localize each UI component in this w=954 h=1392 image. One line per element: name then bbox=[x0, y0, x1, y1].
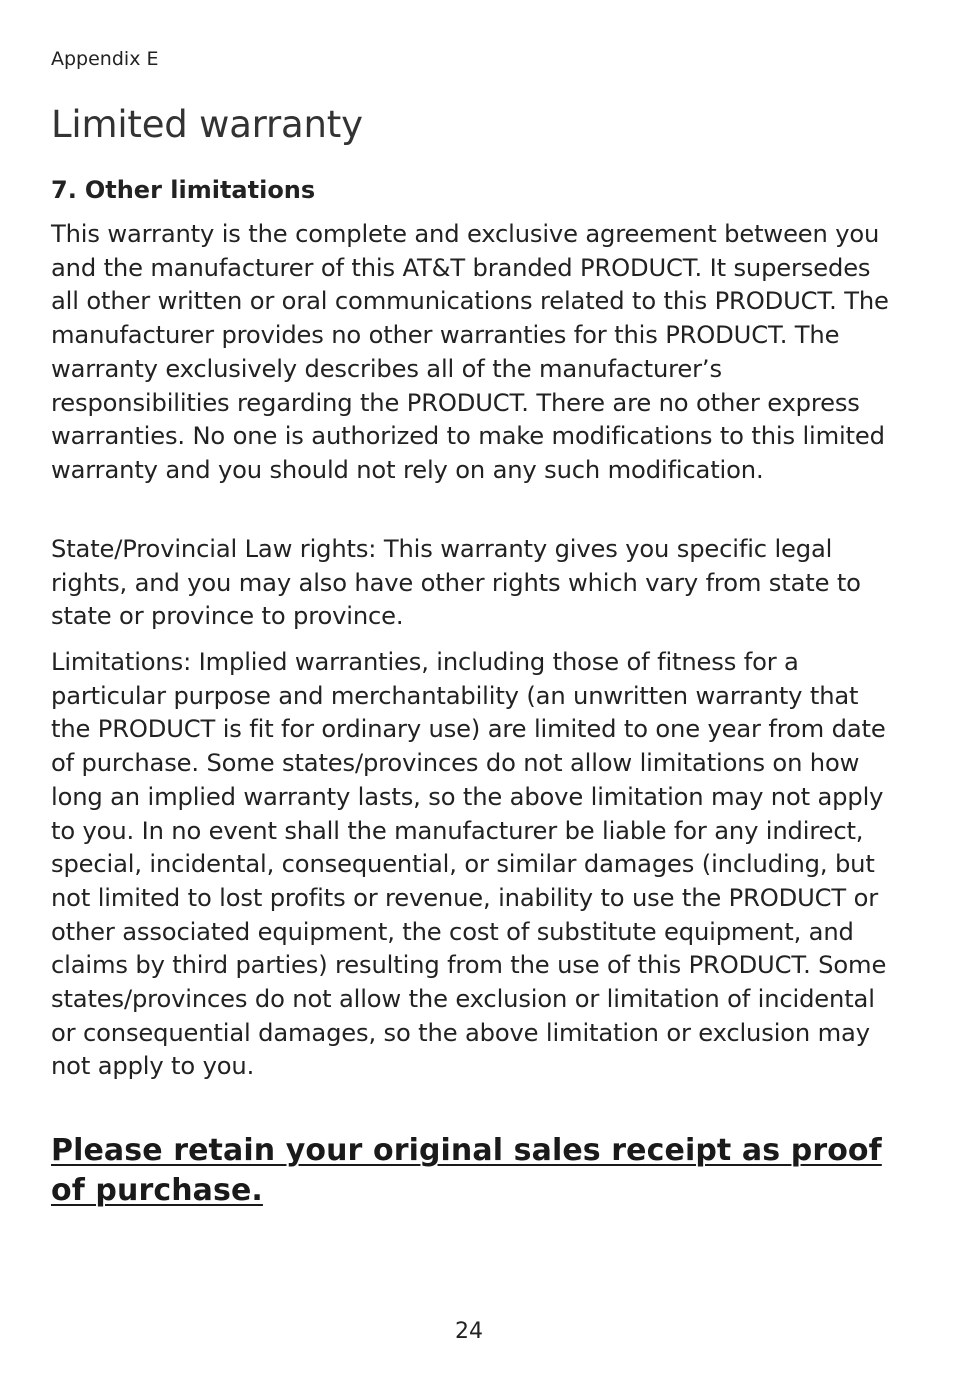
paragraph-limitations: Limitations: Implied warranties, including those of fitness for a particular purpose and merchantability (an unwritten warranty that the PRODUCT is fit for ordinary use) are limited to one year from date of purchase. Some states/provinces do not allow limitations on how long an implied warranty lasts, so the above limitation may not apply to you. In no event shall the manufacturer be liable for any indirect, special, incidental, consequential, or similar damages (including, but not limited to lost profits or revenue, inability to use the PRODUCT or other associated equipment, the cost of substitute equipment, and claims by third parties) resulting from the use of this PRODUCT. Some states/provinces do not allow the exclusion or limitation of incidental or consequential damages, so the above limitation or exclusion may not apply to you. bbox=[51, 648, 887, 1081]
paragraph-law-rights: State/Provincial Law rights: This warranty gives you specific legal rights, and you may also have other rights which vary from state to state or province to province. bbox=[51, 535, 861, 631]
section-label: Appendix E bbox=[51, 48, 159, 70]
section-number: 7. bbox=[51, 176, 77, 204]
page-title: Limited warranty bbox=[51, 103, 363, 146]
retain-receipt-note: Please retain your original sales receipt as proof of purchase. bbox=[51, 1133, 882, 1208]
section-heading bbox=[51, 175, 315, 205]
manual-page bbox=[51, 0, 896, 1392]
section-heading-text: Other limitations bbox=[84, 176, 316, 204]
page-number: 24 bbox=[455, 1319, 483, 1344]
paragraph-complete-agreement: This warranty is the complete and exclusive agreement between you and the manufacturer of this AT&T branded PRODUCT. It supersedes all other written or oral communications related to this PRODUCT. The manufacturer provides no other warranties for this PRODUCT. The warranty exclusively describes all of the manufacturer’s responsibilities regarding the PRODUCT. There are no other express warranties. No one is authorized to make modifications to this limited warranty and you should not rely on any such modification. bbox=[51, 220, 889, 484]
